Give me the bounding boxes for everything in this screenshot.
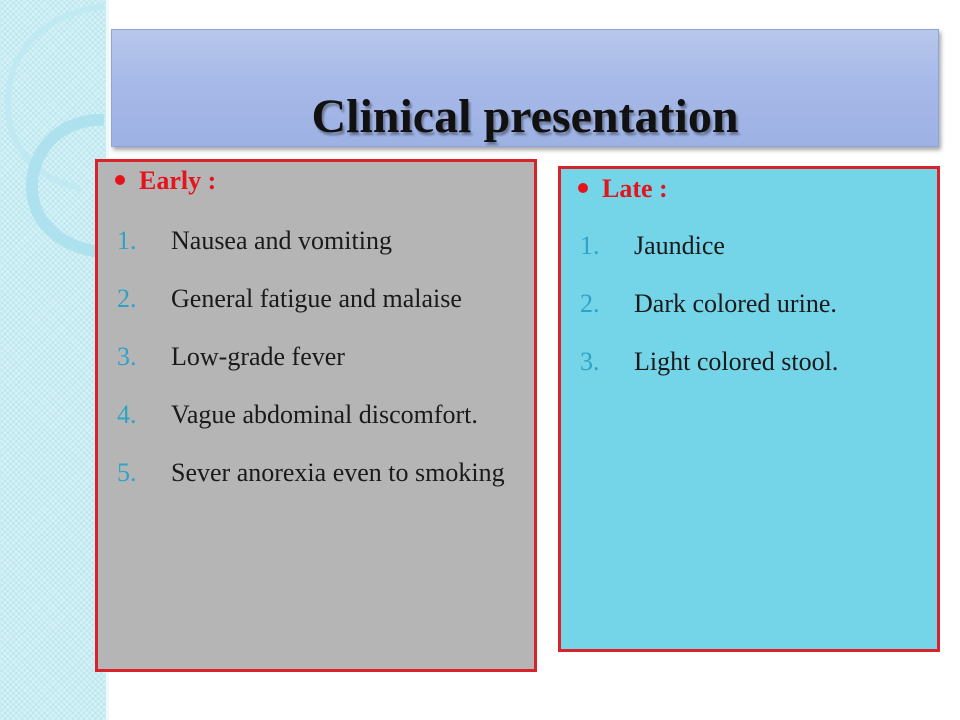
item-number: 2.: [580, 289, 600, 318]
item-text: General fatigue and malaise: [171, 284, 462, 313]
list-item: [580, 279, 930, 329]
item-text: Low-grade fever: [171, 342, 345, 371]
list-item: [117, 216, 517, 266]
list-item: [117, 274, 517, 324]
item-number: 3.: [580, 347, 600, 376]
early-heading-text: Early :: [139, 166, 217, 195]
item-text: Light colored stool.: [634, 347, 839, 376]
list-item: [580, 221, 930, 271]
list-item: [117, 390, 517, 440]
late-box: [558, 166, 940, 652]
list-item: [117, 332, 517, 382]
list-item: [580, 337, 930, 387]
slide-title: Clinical presentation: [311, 90, 739, 143]
bullet-icon: [115, 175, 125, 185]
early-box: [95, 159, 537, 672]
early-heading: [115, 166, 216, 196]
early-list: [117, 216, 517, 506]
item-text: Dark colored urine.: [634, 289, 837, 318]
title-banner: [111, 29, 939, 147]
item-text: Sever anorexia even to smoking: [171, 458, 505, 487]
item-text: Nausea and vomiting: [171, 226, 392, 255]
late-heading-text: Late :: [602, 174, 668, 203]
item-number: 5.: [117, 458, 137, 487]
list-item: [117, 448, 517, 498]
item-number: 4.: [117, 400, 137, 429]
bullet-icon: [578, 183, 588, 193]
late-heading: [578, 174, 668, 204]
late-list: [580, 221, 930, 395]
item-text: Vague abdominal discomfort.: [171, 400, 478, 429]
item-number: 1.: [580, 231, 600, 260]
item-number: 1.: [117, 226, 137, 255]
item-text: Jaundice: [634, 231, 725, 260]
item-number: 3.: [117, 342, 137, 371]
item-number: 2.: [117, 284, 137, 313]
